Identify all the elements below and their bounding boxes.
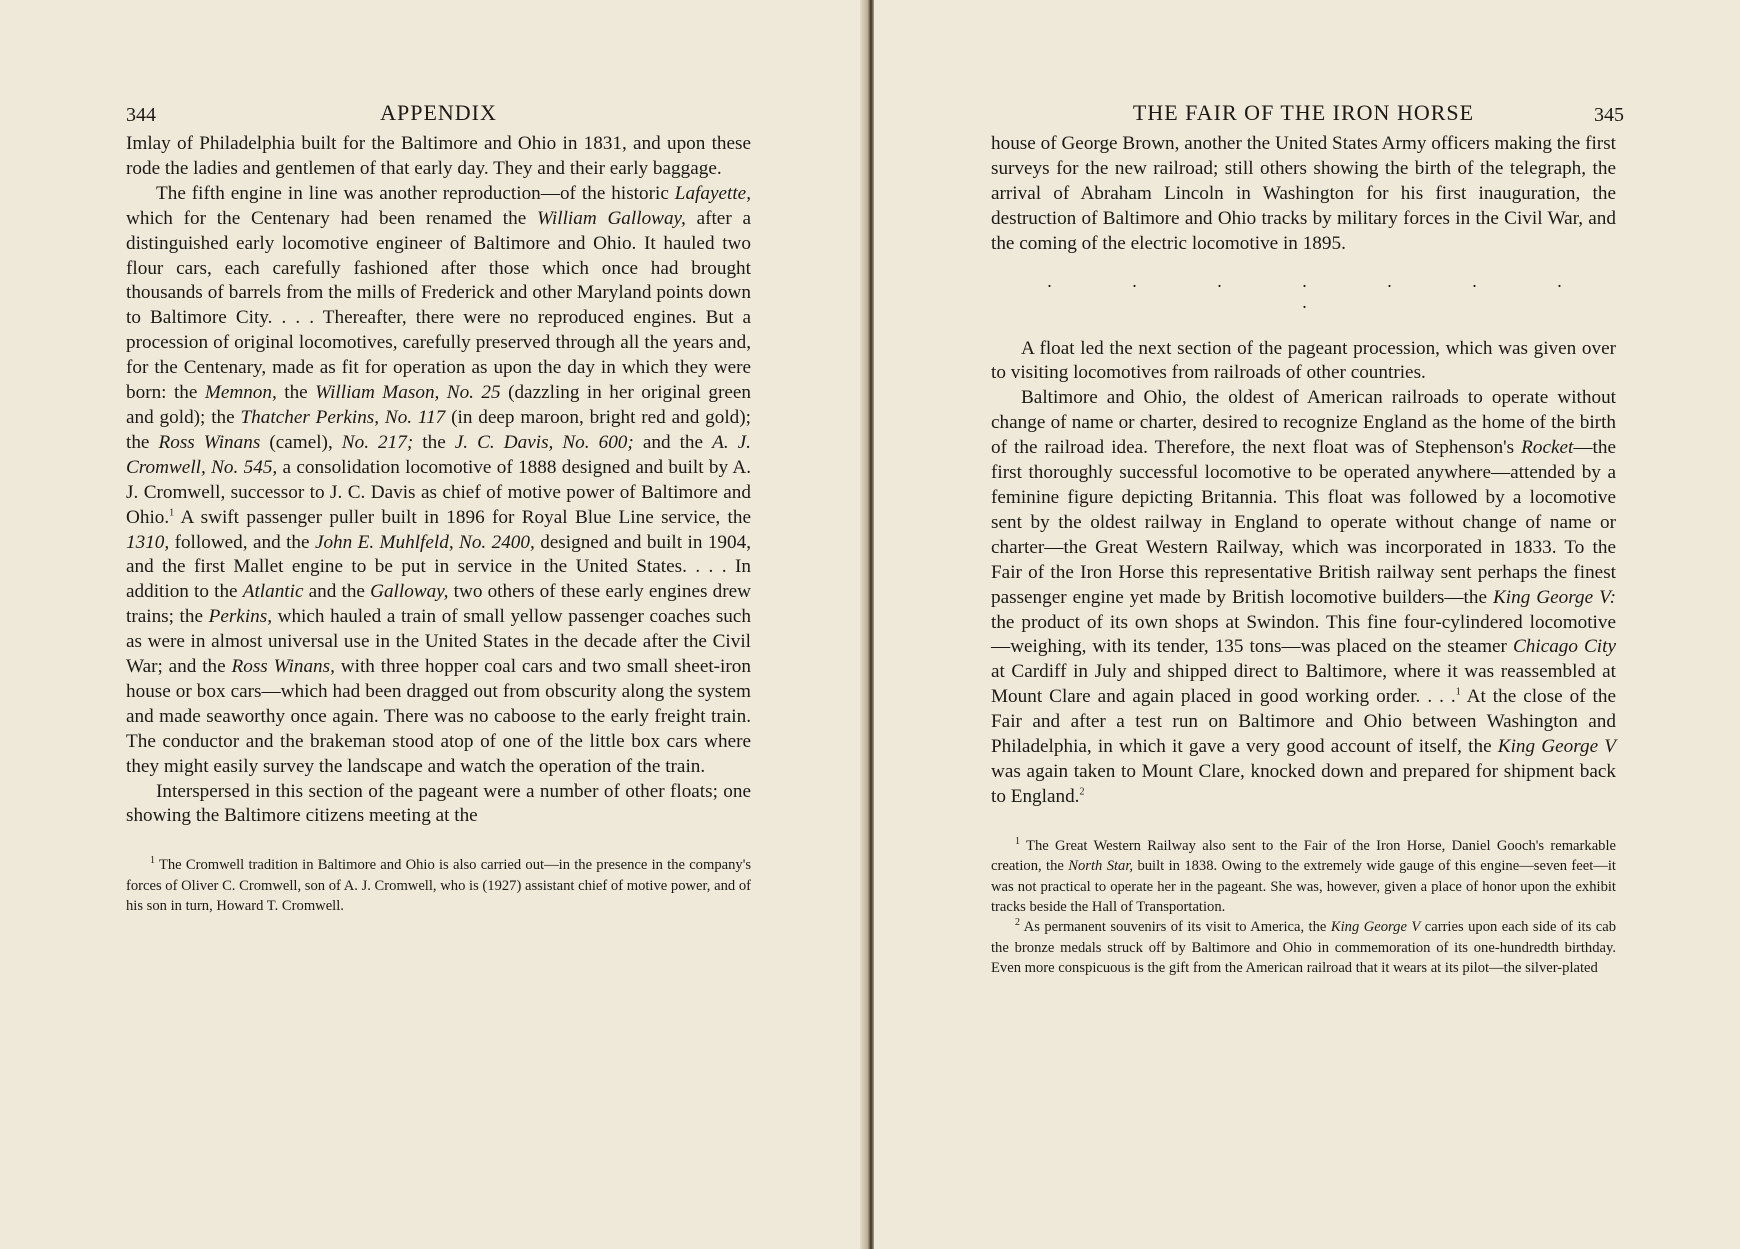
- footnote-marker: 1: [169, 507, 175, 519]
- right-paragraph: [991, 132, 1616, 257]
- text-run: a consolidation locomotive of 1888 designed and built by A. J. Cromwell, successor to J. C. Davis as chief of motive power of Baltimore and Ohio.: [126, 456, 751, 528]
- footnote-marker: 1: [150, 855, 155, 867]
- italic-text: King George V: [1497, 736, 1616, 758]
- italic-text: William Galloway,: [537, 207, 686, 229]
- italic-text: Memnon,: [204, 382, 277, 404]
- italic-text: William Mason, No. 25: [315, 382, 501, 404]
- text-run: which hauled a train of small yellow passenger coaches such as were in almost universal use in the United States in the decade after the Civil War; and the: [126, 606, 751, 678]
- right-page-number: 345: [1594, 104, 1624, 126]
- italic-text: Lafayette,: [674, 182, 751, 204]
- left-running-head: APPENDIX: [380, 100, 497, 125]
- right-footnotes: [991, 836, 1616, 979]
- text-run: and the: [303, 581, 371, 603]
- right-footnote: [991, 917, 1616, 978]
- text-run: which for the Centenary had been renamed the: [126, 207, 537, 229]
- text-run: house of George Brown, another the United States Army officers making the first surveys for the new railroad; still others showing the birth of the telegraph, the arrival of Abraham Lincoln in Washington for his first inauguration, the destruction of Baltimore and Ohio tracks by military forces in the Civil War, and the coming of the electric locomotive in 1895.: [991, 133, 1616, 254]
- right-page: [874, 0, 1740, 1249]
- italic-text: Thatcher Perkins, No. 117: [240, 406, 446, 428]
- text-run: A float led the next section of the pageant procession, which was given over to visiting locomotives from railroads of other countries.: [991, 337, 1616, 384]
- italic-text: John E. Muhlfeld, No. 2400,: [314, 531, 535, 553]
- italic-text: Ross Winans,: [231, 656, 335, 678]
- italic-text: 1310,: [126, 531, 170, 553]
- italic-text: Ross Winans: [158, 431, 261, 453]
- italic-text: A. J. Cromwell, No. 545,: [126, 431, 751, 478]
- footnote-marker: 2: [1079, 786, 1085, 798]
- text-run: At the close of the Fair and after a test run on Baltimore and Ohio between Washington and Philadelphia, in which it gave a very good account of itself, the: [991, 686, 1616, 758]
- text-run: after a distinguished early locomotive engineer of Baltimore and Ohio. It hauled two flour cars, each carefully fashioned after those which once had brought thousands of barrels from the mills of Frederick and other Maryland points down to Baltimore City. . . . Thereafter, there were no reproduced engines. But a procession of original locomotives, carefully preserved through all the years and, for the Centenary, made as fit for operation as upon the day in which they were born: the: [126, 207, 751, 404]
- italic-text: King George V: [1330, 919, 1421, 936]
- left-footnotes: [126, 855, 751, 916]
- text-run: —the first thoroughly successful locomotive to be operated anywhere—attended by a feminine figure depicting Britannia. This float was followed by a locomotive sent by the oldest railway in England to operate without change of name or charter—the Great Western Railway, which was incorporated in 1833. To the Fair of the Iron Horse this representative British railway sent perhaps the finest passenger engine yet made by British locomotive builders—the: [991, 437, 1616, 608]
- right-body-text-continued: [991, 337, 1616, 810]
- text-run: with three hopper coal cars and two small sheet-iron house or box cars—which had been dragged out from obscurity along the system and made seaworthy once again. There was no caboose to the early freight train. The conductor and the brakeman stood atop of one of the little box cars where they might easily survey the landscape and watch the operation of the train.: [126, 656, 751, 777]
- italic-text: J. C. Davis, No. 600;: [454, 431, 634, 453]
- left-page-number: 344: [126, 104, 156, 126]
- italic-text: Atlantic: [242, 581, 304, 603]
- right-paragraph: [991, 337, 1616, 387]
- left-paragraph: [126, 780, 751, 830]
- text-run: the product of its own shops at Swindon. This fine four-cylindered locomotive —weighing, with its tender, 135 tons—was placed on the steamer: [991, 611, 1616, 658]
- text-run: Imlay of Philadelphia built for the Baltimore and Ohio in 1831, and upon these rode the ladies and gentlemen of that early day. They and their early baggage.: [126, 133, 751, 179]
- right-page-header: [991, 96, 1624, 132]
- text-run: The Great Western Railway also sent to the Fair of the Iron Horse, Daniel Gooch's remarkable creation, the: [991, 837, 1616, 875]
- italic-text: No. 217;: [341, 431, 414, 453]
- italic-text: King George V:: [1492, 586, 1616, 608]
- text-run: The Cromwell tradition in Baltimore and Ohio is also carried out—in the presence in the company's forces of Oliver C. Cromwell, son of A. J. Cromwell, who is (1927) assistant chief of motive power, and of his son in turn, Howard T. Cromwell.: [126, 857, 751, 915]
- italic-text: Rocket: [1521, 437, 1574, 459]
- text-run: the: [413, 431, 455, 453]
- text-run: The fifth engine in line was another reproduction—of the historic: [156, 182, 675, 204]
- left-paragraph: [126, 182, 751, 780]
- text-run: was again taken to Mount Clare, knocked down and prepared for shipment back to England.: [991, 760, 1616, 807]
- right-body-text: [991, 132, 1616, 257]
- right-running-head: THE FAIR OF THE IRON HORSE: [1132, 100, 1475, 125]
- text-run: the: [276, 382, 316, 404]
- left-footnote: [126, 855, 751, 916]
- left-paragraph: [126, 132, 751, 182]
- right-paragraph: [991, 386, 1616, 809]
- left-page: [0, 0, 866, 1249]
- footnote-marker: 2: [1015, 917, 1020, 929]
- text-run: followed, and the: [169, 531, 315, 553]
- footnote-marker: 1: [1455, 686, 1461, 698]
- text-run: built in 1838. Owing to the extremely wide gauge of this engine—seven feet—it was not practical to operate her in the pageant. She was, however, given a place of honor upon the exhibit tracks beside the Hall of Transportation.: [991, 858, 1616, 915]
- text-run: designed and built in 1904, and the first Mallet engine to be put in service in the United States. . . . In addition to the: [126, 531, 751, 603]
- left-page-header: [126, 96, 751, 132]
- section-break: . . . . . . . .: [1047, 270, 1600, 312]
- italic-text: Galloway,: [370, 581, 449, 603]
- text-run: two others of these early engines drew trains; the: [126, 581, 751, 628]
- italic-text: Perkins,: [208, 606, 273, 628]
- text-run: and the: [633, 431, 713, 453]
- text-run: Interspersed in this section of the pageant were a number of other floats; one showing the Baltimore citizens meeting at the: [126, 780, 751, 827]
- text-run: Baltimore and Ohio, the oldest of American railroads to operate without change of name or charter, desired to recognize England as the home of the birth of the railroad idea. Therefore, the next float was of Stephenson's: [991, 387, 1616, 459]
- text-run: (dazzling in her original green and gold); the: [126, 382, 751, 428]
- text-run: (in deep maroon, bright red and gold); the: [126, 406, 751, 453]
- italic-text: Chicago City: [1512, 636, 1616, 658]
- text-run: A swift passenger puller built in 1896 for Royal Blue Line service, the: [174, 506, 751, 528]
- left-body-text: [126, 132, 751, 829]
- italic-text: North Star,: [1068, 858, 1134, 875]
- text-run: carries upon each side of its cab the bronze medals struck off by Baltimore and Ohio in commemoration of its one-hundredth birthday. Even more conspicuous is the gift from the American railroad that it wears at its pilot—the silver-plated: [991, 919, 1616, 977]
- text-run: at Cardiff in July and shipped direct to Baltimore, where it was reassembled at Mount Clare and again placed in good working order. . . .: [991, 661, 1616, 708]
- footnote-marker: 1: [1015, 835, 1020, 847]
- right-footnote: [991, 836, 1616, 918]
- text-run: As permanent souvenirs of its visit to America, the: [1020, 919, 1331, 936]
- text-run: (camel),: [260, 431, 342, 453]
